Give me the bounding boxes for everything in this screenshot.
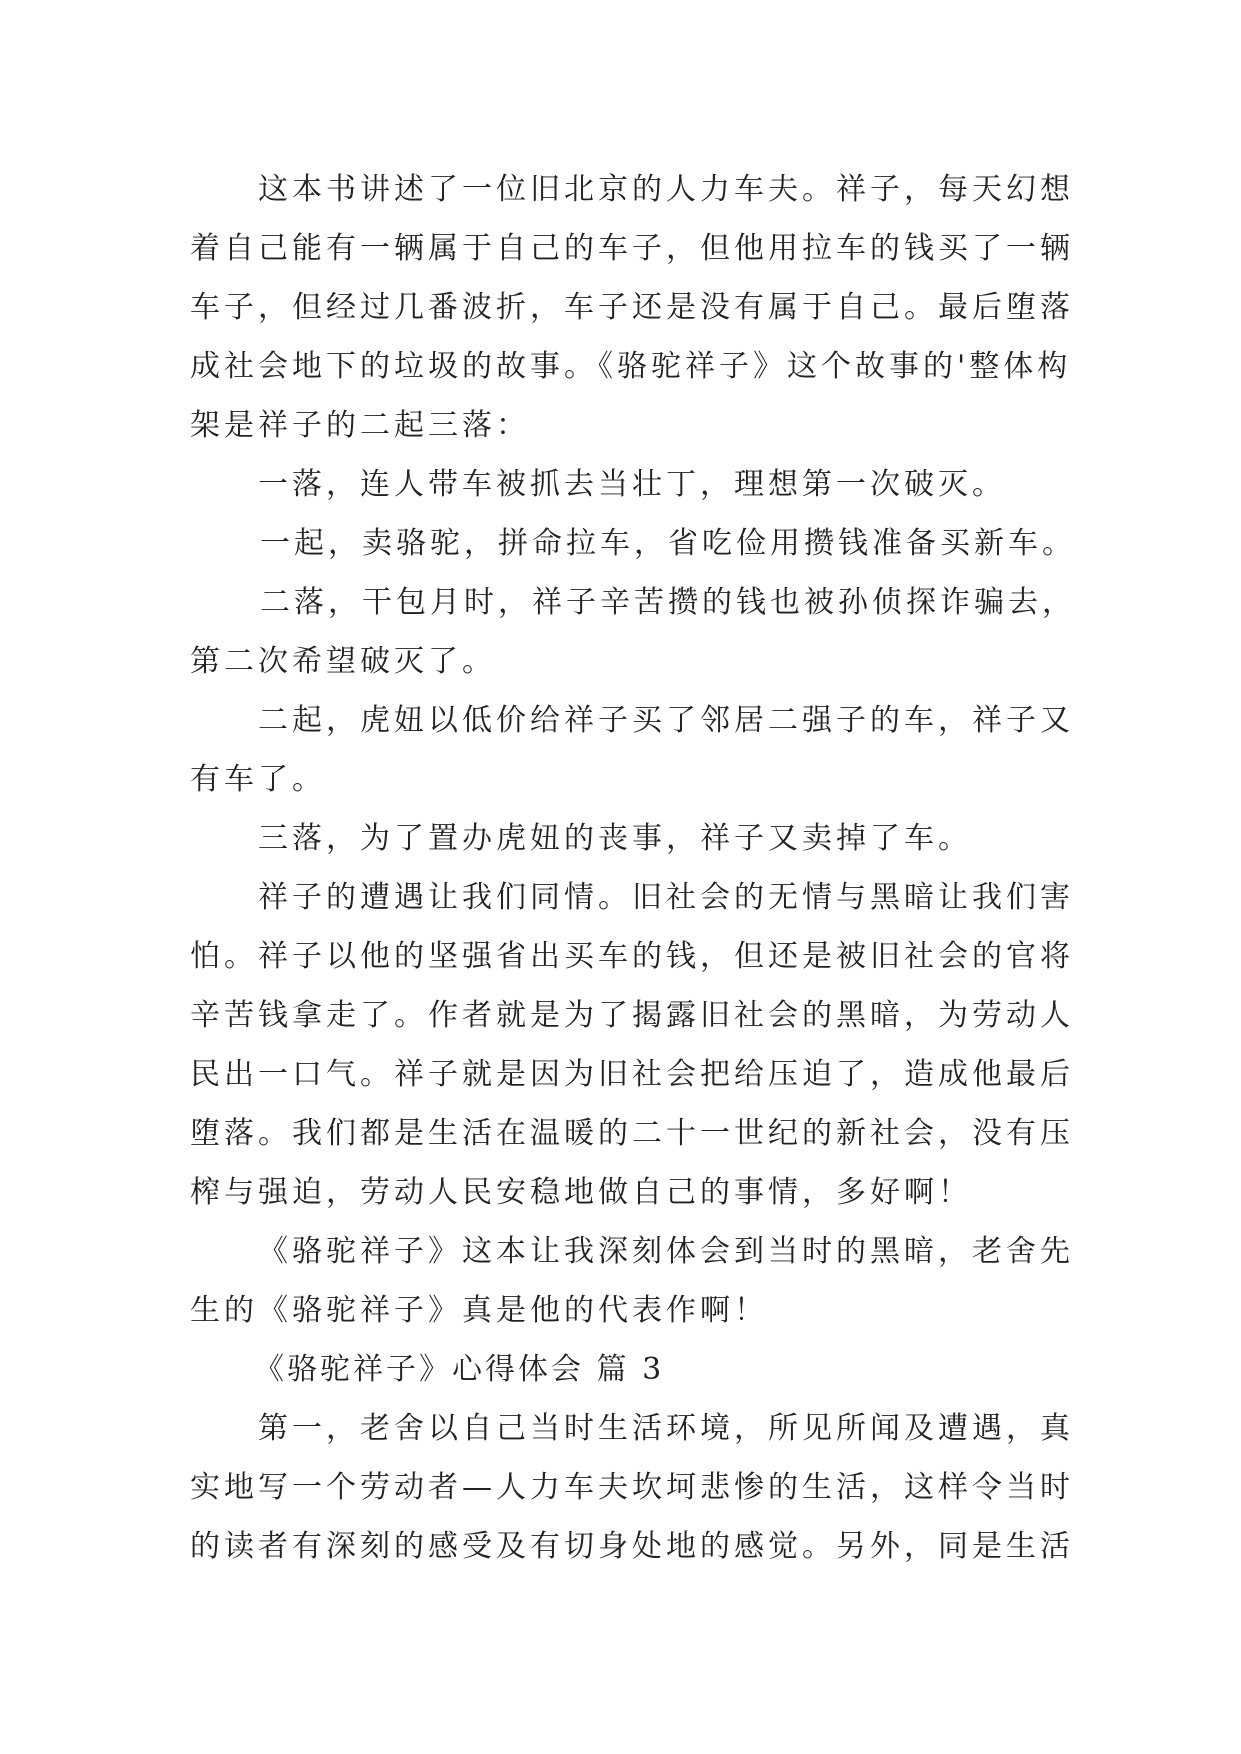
text-line-15: 辛苦钱拿走了。作者就是为了揭露旧社会的黑暗，为劳动人 [190, 998, 1074, 1033]
text-line-22: 第一，老舍以自己当时生活环境，所见所闻及遭遇，真 [258, 1411, 1074, 1446]
section-heading: 《骆驼祥子》心得体会 篇 3 [254, 1352, 665, 1387]
text-line-8: 二落，干包月时，祥子辛苦攒的钱也被孙侦探诈骗去， [260, 585, 1076, 620]
text-line-23: 实地写一个劳动者—人力车夫坎坷悲惨的生活，这样令当时 [190, 1470, 1074, 1505]
text-line-16: 民出一口气。祥子就是因为旧社会把给压迫了，造成他最后 [190, 1057, 1074, 1092]
text-line-6: 一落，连人带车被抓去当壮丁，理想第一次破灭。 [258, 467, 1006, 502]
text-line-7: 一起，卖骆驼，拼命拉车，省吃俭用攒钱准备买新车。 [260, 526, 1076, 561]
text-line-5: 架是祥子的二起三落： [190, 408, 530, 443]
text-line-3: 车子，但经过几番波折，车子还是没有属于自己。最后堕落 [190, 290, 1074, 325]
text-line-11: 有车了。 [190, 762, 326, 797]
text-line-17: 堕落。我们都是生活在温暖的二十一世纪的新社会，没有压 [190, 1116, 1074, 1151]
text-line-18: 榨与强迫，劳动人民安稳地做自己的事情，多好啊！ [190, 1175, 972, 1210]
text-line-24: 的读者有深刻的感受及有切身处地的感觉。另外，同是生活 [190, 1529, 1074, 1564]
text-line-9: 第二次希望破灭了。 [190, 644, 496, 679]
text-line-20: 生的《骆驼祥子》真是他的代表作啊！ [190, 1293, 768, 1328]
text-line-12: 三落，为了置办虎妞的丧事，祥子又卖掉了车。 [258, 821, 972, 856]
text-line-10: 二起，虎妞以低价给祥子买了邻居二强子的车，祥子又 [258, 703, 1074, 738]
text-line-1: 这本书讲述了一位旧北京的人力车夫。祥子，每天幻想 [258, 172, 1074, 207]
text-line-4: 成社会地下的垃圾的故事。《骆驼祥子》这个故事的'整体构 [190, 349, 1072, 384]
article-body [190, 160, 1076, 1576]
text-line-13: 祥子的遭遇让我们同情。旧社会的无情与黑暗让我们害 [258, 880, 1074, 915]
text-line-19: 《骆驼祥子》这本让我深刻体会到当时的黑暗，老舍先 [258, 1234, 1074, 1269]
text-line-14: 怕。祥子以他的坚强省出买车的钱，但还是被旧社会的官将 [190, 939, 1074, 974]
text-line-2: 着自己能有一辆属于自己的车子，但他用拉车的钱买了一辆 [190, 231, 1074, 266]
